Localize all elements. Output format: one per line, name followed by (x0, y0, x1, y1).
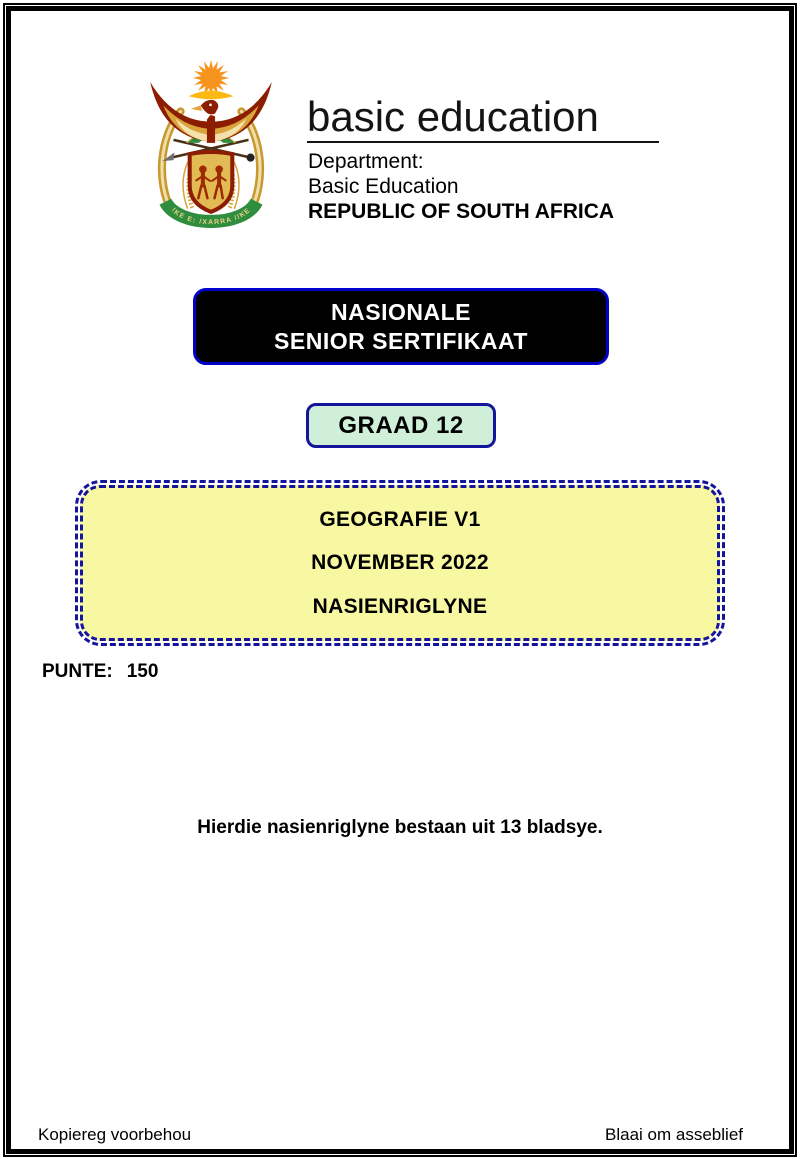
certificate-banner (193, 288, 609, 365)
motto-text: !KE E: /XARRA //KE (169, 206, 253, 227)
footer-copyright: Kopiereg voorbehou (38, 1125, 192, 1144)
exam-session: NOVEMBER 2022 (311, 551, 489, 574)
coat-of-arms-logo (140, 55, 282, 245)
wordmark-rule (307, 141, 659, 143)
department-line1: Department: (308, 150, 424, 173)
certificate-banner-line1: NASIONALE (331, 298, 471, 325)
marks-value: 150 (126, 661, 159, 682)
coat-of-arms-icon (140, 55, 282, 245)
exam-document-type: NASIENRIGLYNE (312, 594, 488, 618)
department-block (308, 149, 614, 224)
page-count-note: Hierdie nasienriglyne bestaan uit 13 bladsye. (197, 817, 603, 838)
country-line: REPUBLIC OF SOUTH AFRICA (308, 200, 615, 223)
marks (42, 661, 158, 683)
footer-turn-over: Blaai om asseblief (605, 1125, 743, 1144)
marks-label: PUNTE: (42, 661, 113, 682)
department-line2: Basic Education (308, 175, 459, 198)
page-border-inner (6, 6, 794, 1154)
shield-icon (190, 152, 233, 212)
wordmark: basic education (307, 93, 599, 140)
certificate-banner-line2: SENIOR SERTIFIKAAT (274, 327, 528, 354)
grade-badge (306, 403, 496, 448)
exam-box-inner (80, 485, 720, 641)
sun-icon (187, 55, 235, 102)
exam-subject: GEOGRAFIE V1 (319, 507, 481, 531)
grade-badge-label: GRAAD 12 (338, 411, 464, 439)
exam-box (75, 480, 725, 646)
page-border-outer (3, 3, 797, 1157)
